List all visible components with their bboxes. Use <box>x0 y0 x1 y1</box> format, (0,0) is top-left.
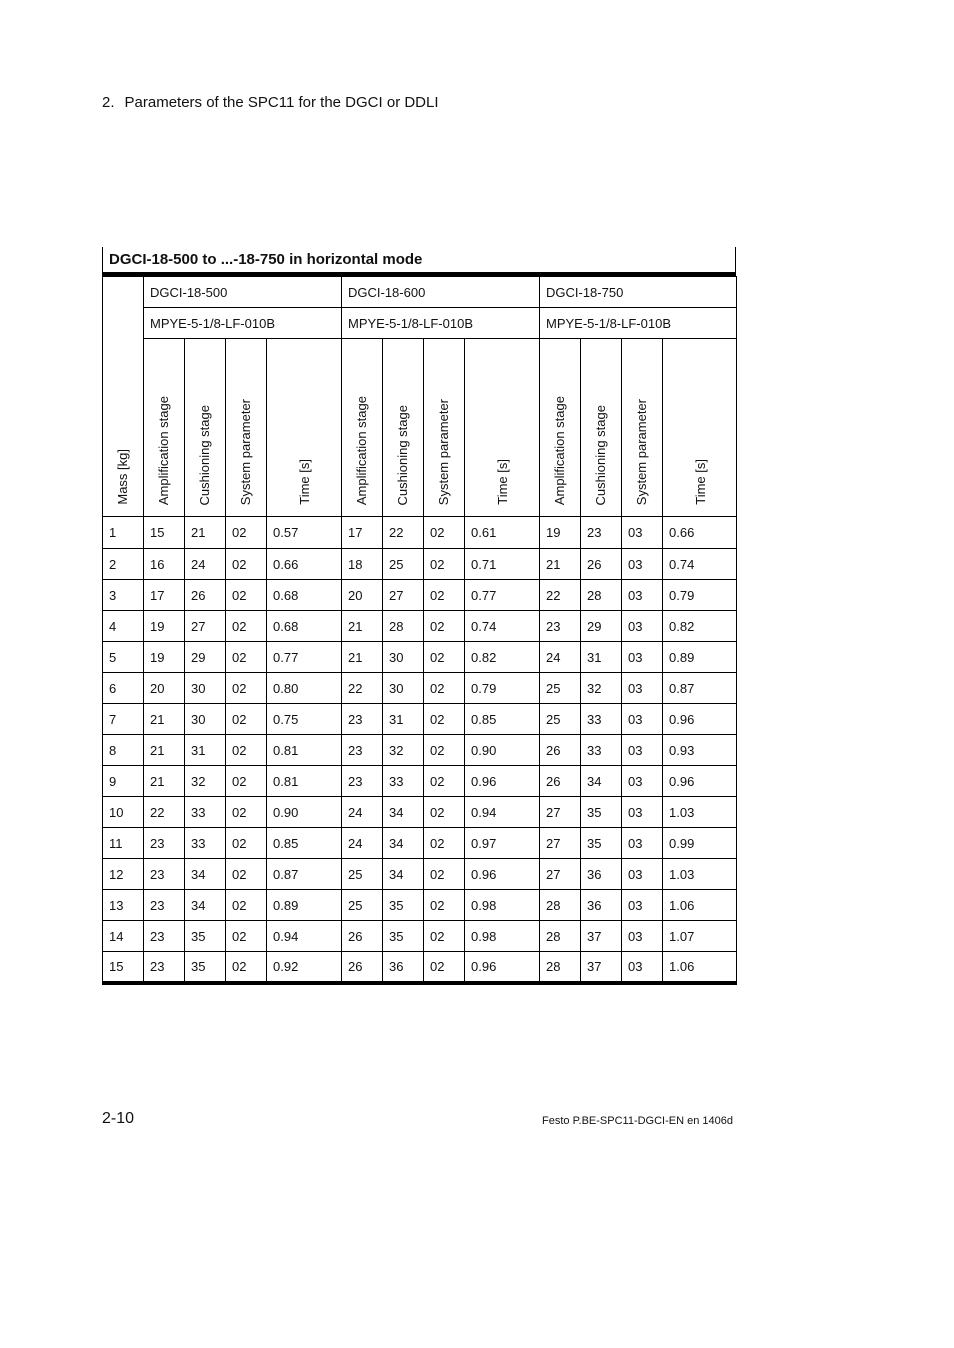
table-cell: 0.96 <box>465 952 540 983</box>
sub-header-cell <box>540 339 581 517</box>
table-cell: 21 <box>144 704 185 735</box>
table-cell: 23 <box>144 890 185 921</box>
table-cell: 36 <box>581 859 622 890</box>
sub-header-cell <box>465 339 540 517</box>
table-row <box>103 611 737 642</box>
sub-header-cushioning: Cushioning stage <box>593 404 608 505</box>
sub-header-cell <box>424 339 465 517</box>
table-cell: 24 <box>342 797 383 828</box>
table-cell: 02 <box>226 921 267 952</box>
table-cell: 1.07 <box>663 921 737 952</box>
table-cell: 0.75 <box>267 704 342 735</box>
table-row <box>103 735 737 766</box>
table-cell: 0.96 <box>663 704 737 735</box>
table-cell: 19 <box>144 611 185 642</box>
table-cell: 26 <box>540 735 581 766</box>
table-cell: 03 <box>622 673 663 704</box>
table-cell: 21 <box>144 766 185 797</box>
sub-header-row <box>103 339 737 517</box>
table-cell: 26 <box>581 549 622 580</box>
table-cell: 12 <box>103 859 144 890</box>
table-cell: 0.97 <box>465 828 540 859</box>
table-cell: 37 <box>581 921 622 952</box>
table-cell: 35 <box>581 828 622 859</box>
table-row <box>103 517 737 549</box>
valve-header-row <box>103 308 737 339</box>
table-cell: 0.57 <box>267 517 342 549</box>
table-cell: 24 <box>342 828 383 859</box>
table-cell: 29 <box>185 642 226 673</box>
sub-header-cell <box>581 339 622 517</box>
page-number: 2-10 <box>102 1110 135 1127</box>
table-cell: 20 <box>342 580 383 611</box>
table-cell: 31 <box>185 735 226 766</box>
table-cell: 02 <box>226 611 267 642</box>
table-cell: 02 <box>226 890 267 921</box>
table-cell: 23 <box>144 952 185 983</box>
table-cell: 0.96 <box>465 766 540 797</box>
table-row <box>103 580 737 611</box>
table-cell: 10 <box>103 797 144 828</box>
table-cell: 02 <box>424 580 465 611</box>
table-cell: 03 <box>622 549 663 580</box>
group-valve: MPYE-5-1/8-LF-010B <box>342 308 540 339</box>
table-title: DGCI-18-500 to ...-18-750 in horizontal mode <box>102 247 736 276</box>
sub-header-time: Time [s] <box>297 459 312 505</box>
sub-header-time: Time [s] <box>693 459 708 505</box>
table-cell: 0.85 <box>465 704 540 735</box>
table-cell: 15 <box>144 517 185 549</box>
table-cell: 35 <box>581 797 622 828</box>
table-cell: 0.79 <box>663 580 737 611</box>
sub-header-cell <box>342 339 383 517</box>
table-cell: 25 <box>540 673 581 704</box>
table-cell: 26 <box>342 952 383 983</box>
table-cell: 35 <box>185 952 226 983</box>
table-cell: 19 <box>540 517 581 549</box>
table-cell: 0.94 <box>465 797 540 828</box>
table-cell: 24 <box>540 642 581 673</box>
group-valve: MPYE-5-1/8-LF-010B <box>144 308 342 339</box>
table-cell: 36 <box>581 890 622 921</box>
table-cell: 21 <box>540 549 581 580</box>
table-cell: 0.98 <box>465 890 540 921</box>
table-cell: 20 <box>144 673 185 704</box>
table-cell: 0.74 <box>663 549 737 580</box>
table-cell: 35 <box>383 921 424 952</box>
group-name: DGCI-18-500 <box>144 277 342 308</box>
group-name: DGCI-18-750 <box>540 277 737 308</box>
table-cell: 02 <box>226 735 267 766</box>
table-row <box>103 952 737 983</box>
table-cell: 02 <box>226 580 267 611</box>
table-cell: 23 <box>144 859 185 890</box>
table-cell: 22 <box>540 580 581 611</box>
table-cell: 03 <box>622 797 663 828</box>
group-name: DGCI-18-600 <box>342 277 540 308</box>
table-cell: 21 <box>342 642 383 673</box>
table-cell: 27 <box>383 580 424 611</box>
table-cell: 0.68 <box>267 611 342 642</box>
table-cell: 1.03 <box>663 859 737 890</box>
table-cell: 1 <box>103 517 144 549</box>
chapter-number: 2. <box>102 94 115 111</box>
table-row <box>103 890 737 921</box>
table-row <box>103 828 737 859</box>
table-cell: 34 <box>383 859 424 890</box>
table-cell: 37 <box>581 952 622 983</box>
table-cell: 25 <box>383 549 424 580</box>
table-cell: 15 <box>103 952 144 983</box>
table-cell: 02 <box>226 704 267 735</box>
table-cell: 02 <box>226 642 267 673</box>
table-cell: 9 <box>103 766 144 797</box>
table-cell: 29 <box>581 611 622 642</box>
table-cell: 02 <box>226 797 267 828</box>
table-cell: 30 <box>185 704 226 735</box>
sub-header-system: System parameter <box>238 398 253 505</box>
mass-header-cell <box>103 277 144 517</box>
table-cell: 6 <box>103 673 144 704</box>
table-cell: 03 <box>622 828 663 859</box>
table-cell: 4 <box>103 611 144 642</box>
sub-header-cushioning: Cushioning stage <box>197 404 212 505</box>
table-cell: 0.61 <box>465 517 540 549</box>
table-cell: 19 <box>144 642 185 673</box>
table-cell: 0.80 <box>267 673 342 704</box>
table-cell: 25 <box>342 890 383 921</box>
sub-header-system: System parameter <box>436 398 451 505</box>
table-cell: 21 <box>185 517 226 549</box>
table-cell: 2 <box>103 549 144 580</box>
table-cell: 0.89 <box>663 642 737 673</box>
table-cell: 02 <box>424 921 465 952</box>
table-cell: 02 <box>424 549 465 580</box>
sub-header-amplification: Amplification stage <box>354 395 369 505</box>
table-cell: 34 <box>383 797 424 828</box>
table-row <box>103 797 737 828</box>
sub-header-cell <box>144 339 185 517</box>
table-cell: 30 <box>383 642 424 673</box>
table-cell: 0.87 <box>267 859 342 890</box>
table-cell: 0.77 <box>267 642 342 673</box>
table-cell: 1.06 <box>663 890 737 921</box>
document-reference: Festo P.BE-SPC11-DGCI-EN en 1406d <box>542 1115 733 1127</box>
table-cell: 7 <box>103 704 144 735</box>
table-cell: 34 <box>383 828 424 859</box>
table-cell: 28 <box>581 580 622 611</box>
sub-header-cell <box>622 339 663 517</box>
table-cell: 23 <box>581 517 622 549</box>
table-cell: 0.74 <box>465 611 540 642</box>
table-cell: 8 <box>103 735 144 766</box>
group-header-row <box>103 277 737 308</box>
table-cell: 30 <box>383 673 424 704</box>
table-cell: 22 <box>383 517 424 549</box>
table-cell: 27 <box>540 797 581 828</box>
table-cell: 02 <box>226 828 267 859</box>
table-cell: 30 <box>185 673 226 704</box>
table-cell: 22 <box>144 797 185 828</box>
table-cell: 0.93 <box>663 735 737 766</box>
table-cell: 34 <box>581 766 622 797</box>
table-cell: 16 <box>144 549 185 580</box>
table-cell: 03 <box>622 580 663 611</box>
sub-header-cell <box>383 339 424 517</box>
table-row <box>103 921 737 952</box>
table-cell: 32 <box>185 766 226 797</box>
table-cell: 27 <box>540 828 581 859</box>
table-cell: 03 <box>622 766 663 797</box>
table-cell: 24 <box>185 549 226 580</box>
table-cell: 33 <box>581 735 622 766</box>
table-cell: 26 <box>342 921 383 952</box>
table-cell: 11 <box>103 828 144 859</box>
table-cell: 25 <box>342 859 383 890</box>
sub-header-system: System parameter <box>634 398 649 505</box>
table-cell: 02 <box>424 735 465 766</box>
table-cell: 3 <box>103 580 144 611</box>
chapter-title: Parameters of the SPC11 for the DGCI or DDLI <box>124 94 439 111</box>
table-cell: 13 <box>103 890 144 921</box>
table-cell: 0.96 <box>663 766 737 797</box>
table-cell: 0.79 <box>465 673 540 704</box>
table-cell: 02 <box>226 549 267 580</box>
table-cell: 03 <box>622 859 663 890</box>
table-cell: 02 <box>424 890 465 921</box>
table-cell: 22 <box>342 673 383 704</box>
chapter-heading <box>102 94 439 111</box>
table-cell: 33 <box>383 766 424 797</box>
sub-header-cell <box>267 339 342 517</box>
table-cell: 27 <box>540 859 581 890</box>
table-cell: 0.68 <box>267 580 342 611</box>
table-cell: 0.87 <box>663 673 737 704</box>
table-cell: 0.94 <box>267 921 342 952</box>
table-cell: 28 <box>540 952 581 983</box>
table-cell: 0.85 <box>267 828 342 859</box>
table-cell: 23 <box>342 704 383 735</box>
mass-header: Mass [kg] <box>115 449 130 505</box>
table-cell: 03 <box>622 735 663 766</box>
table-cell: 28 <box>540 921 581 952</box>
table-cell: 02 <box>226 517 267 549</box>
table-cell: 02 <box>424 611 465 642</box>
table-cell: 32 <box>383 735 424 766</box>
table-cell: 03 <box>622 890 663 921</box>
table-cell: 0.77 <box>465 580 540 611</box>
table-cell: 34 <box>185 890 226 921</box>
table-cell: 02 <box>424 642 465 673</box>
table-cell: 21 <box>342 611 383 642</box>
table-cell: 27 <box>185 611 226 642</box>
table-cell: 0.90 <box>465 735 540 766</box>
table-cell: 5 <box>103 642 144 673</box>
table-cell: 0.81 <box>267 735 342 766</box>
table-cell: 23 <box>342 735 383 766</box>
table-row <box>103 642 737 673</box>
table-cell: 28 <box>383 611 424 642</box>
table-cell: 23 <box>144 921 185 952</box>
table-cell: 02 <box>424 704 465 735</box>
table-cell: 36 <box>383 952 424 983</box>
table-cell: 02 <box>424 859 465 890</box>
table-cell: 31 <box>383 704 424 735</box>
table-row <box>103 549 737 580</box>
table-cell: 0.99 <box>663 828 737 859</box>
sub-header-cushioning: Cushioning stage <box>395 404 410 505</box>
sub-header-cell <box>185 339 226 517</box>
table-cell: 0.96 <box>465 859 540 890</box>
group-valve: MPYE-5-1/8-LF-010B <box>540 308 737 339</box>
table-cell: 34 <box>185 859 226 890</box>
table-cell: 21 <box>144 735 185 766</box>
table-cell: 33 <box>581 704 622 735</box>
table-cell: 03 <box>622 642 663 673</box>
table-row <box>103 859 737 890</box>
sub-header-amplification: Amplification stage <box>156 395 171 505</box>
table-cell: 1.03 <box>663 797 737 828</box>
table-cell: 23 <box>342 766 383 797</box>
table-cell: 02 <box>424 828 465 859</box>
sub-header-amplification: Amplification stage <box>552 395 567 505</box>
table-cell: 28 <box>540 890 581 921</box>
table-cell: 02 <box>424 517 465 549</box>
table-cell: 0.66 <box>267 549 342 580</box>
parameter-table-container <box>102 247 736 985</box>
table-cell: 17 <box>342 517 383 549</box>
table-row <box>103 704 737 735</box>
table-cell: 0.71 <box>465 549 540 580</box>
table-cell: 26 <box>185 580 226 611</box>
table-cell: 02 <box>226 766 267 797</box>
table-cell: 0.66 <box>663 517 737 549</box>
table-cell: 0.92 <box>267 952 342 983</box>
table-cell: 1.06 <box>663 952 737 983</box>
table-cell: 31 <box>581 642 622 673</box>
table-cell: 33 <box>185 797 226 828</box>
sub-header-cell <box>663 339 737 517</box>
table-cell: 0.81 <box>267 766 342 797</box>
table-cell: 02 <box>226 952 267 983</box>
table-row <box>103 766 737 797</box>
table-cell: 03 <box>622 952 663 983</box>
table-cell: 02 <box>424 673 465 704</box>
table-cell: 26 <box>540 766 581 797</box>
table-cell: 0.98 <box>465 921 540 952</box>
table-cell: 23 <box>144 828 185 859</box>
parameter-table <box>102 276 737 985</box>
table-cell: 0.82 <box>465 642 540 673</box>
table-cell: 02 <box>424 766 465 797</box>
table-cell: 33 <box>185 828 226 859</box>
table-cell: 25 <box>540 704 581 735</box>
table-cell: 03 <box>622 517 663 549</box>
sub-header-cell <box>226 339 267 517</box>
table-cell: 0.90 <box>267 797 342 828</box>
table-cell: 14 <box>103 921 144 952</box>
table-cell: 0.82 <box>663 611 737 642</box>
table-cell: 02 <box>226 673 267 704</box>
table-cell: 18 <box>342 549 383 580</box>
table-cell: 02 <box>424 797 465 828</box>
table-cell: 03 <box>622 921 663 952</box>
table-cell: 35 <box>185 921 226 952</box>
table-cell: 0.89 <box>267 890 342 921</box>
table-cell: 02 <box>226 859 267 890</box>
table-cell: 35 <box>383 890 424 921</box>
table-cell: 32 <box>581 673 622 704</box>
table-cell: 17 <box>144 580 185 611</box>
table-row <box>103 673 737 704</box>
table-cell: 23 <box>540 611 581 642</box>
table-cell: 03 <box>622 611 663 642</box>
table-cell: 02 <box>424 952 465 983</box>
sub-header-time: Time [s] <box>495 459 510 505</box>
table-cell: 03 <box>622 704 663 735</box>
